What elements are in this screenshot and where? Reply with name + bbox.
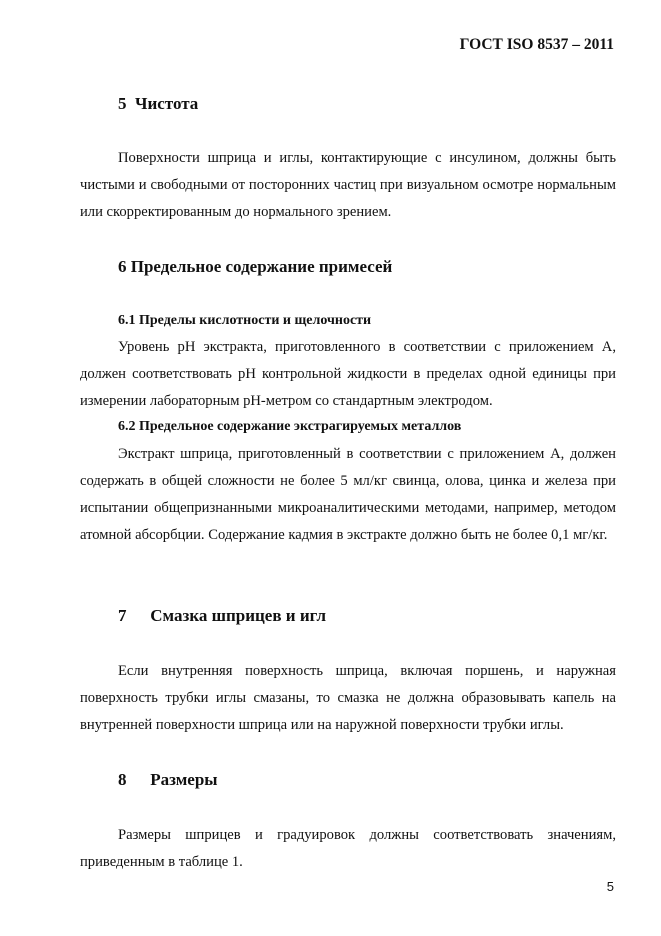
section-8-title: Размеры <box>150 770 218 789</box>
section-8-heading <box>118 770 218 790</box>
document-header-id: ГОСТ ISO 8537 – 2011 <box>459 36 614 53</box>
section-7-paragraph: Если внутренняя поверхность шприца, включая поршень, и наружная поверхность трубки иглы смазаны, то смазка не должна образовывать капель на внутренней поверхности шприца или на наружной поверхности трубки иглы. <box>80 663 616 733</box>
section-8-number: 8 <box>118 770 127 789</box>
subsection-6-2-heading: 6.2 Предельное содержание экстрагируемых металлов <box>118 419 462 434</box>
section-7-heading <box>118 606 326 626</box>
subsection-6-1-heading: 6.1 Пределы кислотности и щелочности <box>118 313 372 328</box>
section-5-paragraph: Поверхности шприца и иглы, контактирующие с инсулином, должны быть чистыми и свободными от посторонних частиц при визуальном осмотре нормальным или скорректированным до нормального зрением. <box>80 150 616 220</box>
subsection-6-1-paragraph: Уровень рН экстракта, приготовленного в соответствии с приложением А, должен соответствовать рН контрольной жидкости в пределах одной единицы при измерении лабораторным рН-метром со стандартным электродом. <box>80 339 616 409</box>
section-7-title: Смазка шприцев и игл <box>150 606 327 625</box>
section-8-paragraph: Размеры шприцев и градуировок должны соответствовать значениям, приведенным в таблице 1. <box>80 827 616 870</box>
section-5-heading <box>118 94 198 114</box>
section-6-heading: 6 Предельное содержание примесей <box>118 257 393 276</box>
section-5-title: Чистота <box>135 94 199 113</box>
section-7-number: 7 <box>118 606 127 625</box>
subsection-6-2-paragraph: Экстракт шприца, приготовленный в соответствии с приложением А, должен содержать в общей сложности не более 5 мл/кг свинца, олова, цинка и железа при испытании общепризнанными микроаналитическими методами, например, методом атомной абсорбции. Содержание кадмия в экстракте должно быть не более 0,1 мг/кг. <box>80 446 616 543</box>
page-number: 5 <box>606 879 614 894</box>
section-5-number: 5 <box>118 94 127 113</box>
